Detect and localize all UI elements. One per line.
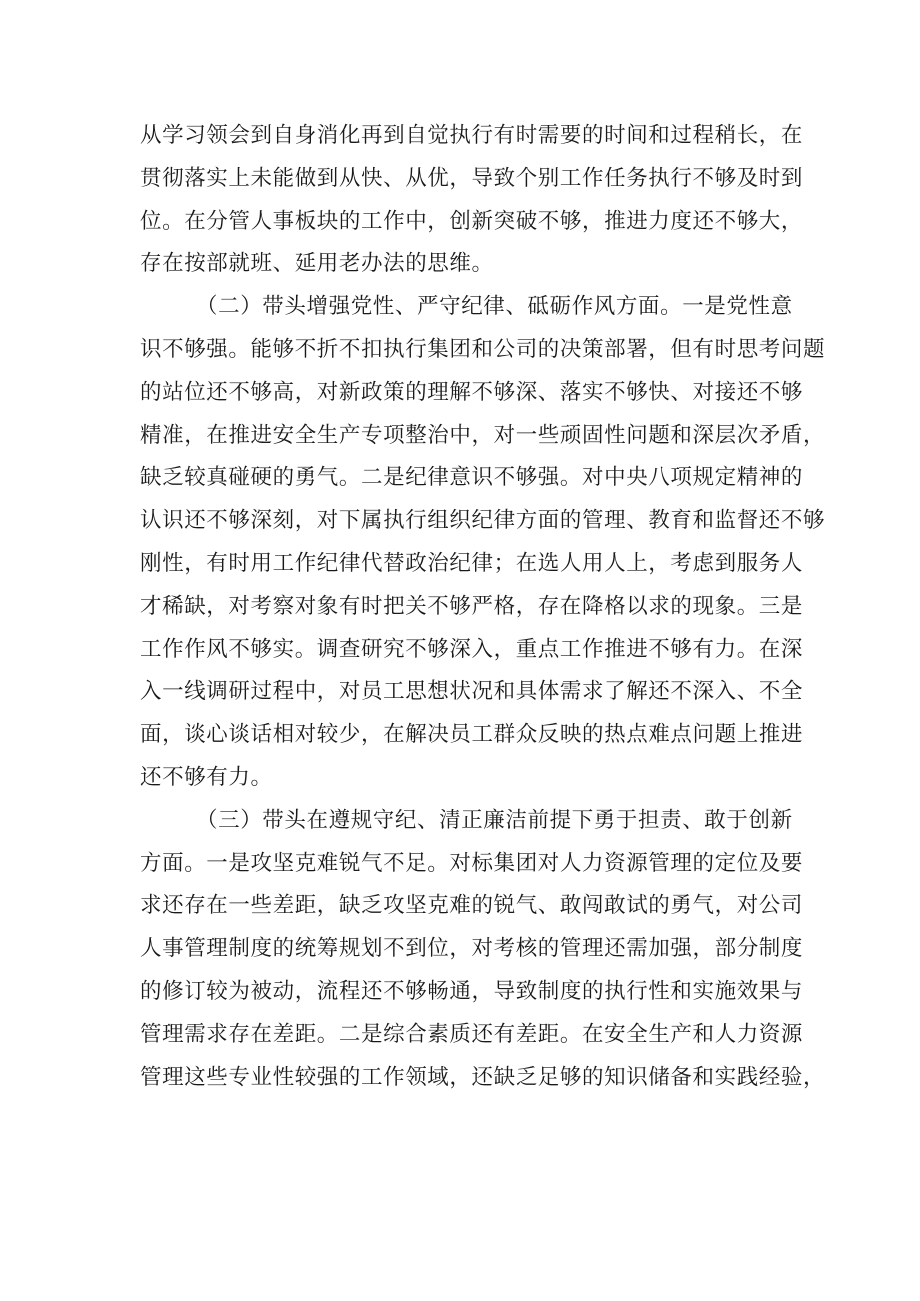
- text-line: 人事管理制度的统筹规划不到位，对考核的管理还需加强，部分制度: [140, 936, 804, 962]
- text-line: 存在按部就班、延用老办法的思维。: [140, 251, 494, 277]
- text-line: 认识还不够深刻，对下属执行组织纪律方面的管理、教育和监督还不够: [140, 508, 826, 534]
- text-line: 的修订较为被动，流程还不够畅通，导致制度的执行性和实施效果与: [140, 978, 804, 1004]
- text-line: （二）带头增强党性、严守纪律、砥砺作风方面。一是党性意: [196, 294, 793, 320]
- text-line: 的站位还不够高，对新政策的理解不够深、落实不够快、对接还不够: [140, 379, 804, 405]
- document-body: [140, 115, 826, 1099]
- text-line: （三）带头在遵规守纪、清正廉洁前提下勇于担责、敢于创新: [196, 807, 793, 833]
- text-line: 位。在分管人事板块的工作中，创新突破不够，推进力度还不够大，: [140, 208, 804, 234]
- text-line: 入一线调研过程中，对员工思想状况和具体需求了解还不深入、不全: [140, 679, 804, 705]
- paragraph: [140, 286, 826, 800]
- text-line: 识不够强。能够不折不扣执行集团和公司的决策部署，但有时思考问题: [140, 336, 826, 362]
- text-line: 从学习领会到自身消化再到自觉执行有时需要的时间和过程稍长，在: [140, 123, 804, 148]
- text-line: 贯彻落实上未能做到从快、从优，导致个别工作任务执行不够及时到: [140, 165, 804, 191]
- text-line: 管理需求存在差距。二是综合素质还有差距。在安全生产和人力资源: [140, 1021, 804, 1047]
- text-line: 缺乏较真碰硬的勇气。二是纪律意识不够强。对中央八项规定精神的: [140, 465, 804, 491]
- text-line: 才稀缺，对考察对象有时把关不够严格，存在降格以求的现象。三是: [140, 593, 804, 619]
- text-line: 求还存在一些差距，缺乏攻坚克难的锐气、敢闯敢试的勇气，对公司: [140, 893, 804, 919]
- text-line: 精准，在推进安全生产专项整治中，对一些顽固性问题和深层次矛盾，: [140, 422, 826, 448]
- text-line: 刚性，有时用工作纪律代替政治纪律；在选人用人上，考虑到服务人: [140, 550, 804, 576]
- text-line: 还不够有力。: [140, 764, 273, 790]
- text-line: 管理这些专业性较强的工作领域，还缺乏足够的知识储备和实践经验，: [140, 1064, 826, 1090]
- paragraph: [140, 800, 826, 1100]
- paragraph: [140, 115, 804, 286]
- text-line: 面，谈心谈话相对较少，在解决员工群众反映的热点难点问题上推进: [140, 722, 804, 748]
- text-line: 方面。一是攻坚克难锐气不足。对标集团对人力资源管理的定位及要: [140, 850, 804, 876]
- text-line: 工作作风不够实。调查研究不够深入，重点工作推进不够有力。在深: [140, 636, 804, 662]
